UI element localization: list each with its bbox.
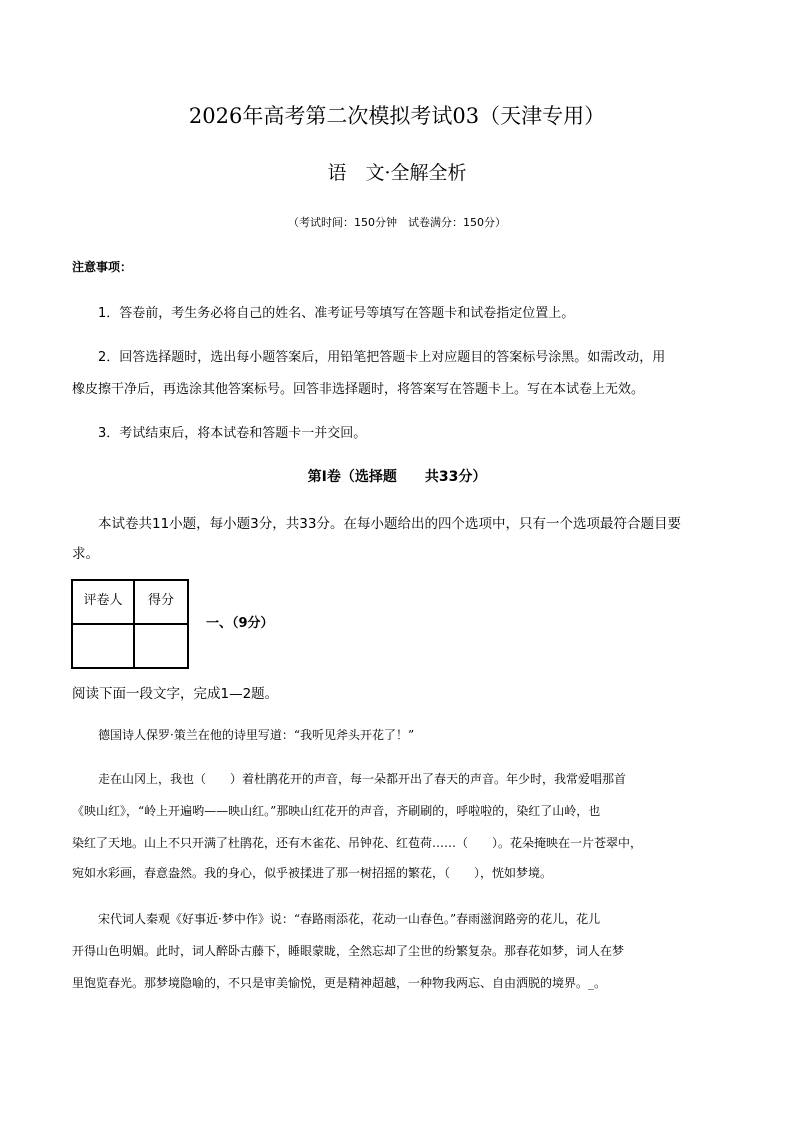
page-title: 2026年高考第二次模拟考试03（天津专用） xyxy=(188,104,606,128)
subject-subtitle: 语 文·全解全析 xyxy=(327,162,467,184)
score-table-cell-score[interactable] xyxy=(134,624,188,668)
passage-line-8: 里饱览春光。那梦境隐喻的，不只是审美愉悦，更是精神超越，一种物我两忘、自由洒脱的境界。_。 xyxy=(72,976,607,990)
section-title: 第Ⅰ卷（选择题 共33分） xyxy=(307,469,487,485)
score-table-header-score: 得分 xyxy=(134,580,188,624)
score-table-header-grader: 评卷人 xyxy=(72,580,134,624)
passage-line-5: 宛如水彩画，春意盎然。我的身心，似乎被揉进了那一树招摇的繁花，（ ），恍如梦境。 xyxy=(72,866,553,880)
notice-heading: 注意事项： xyxy=(72,260,133,274)
passage-line-1: 德国诗人保罗·策兰在他的诗里写道：“我听见斧头开花了！” xyxy=(98,728,415,742)
score-table-cell-grader[interactable] xyxy=(72,624,134,668)
passage-line-3: 《映山红》，“岭上开遍哟——映山红。”那映山红花开的声音，齐刷刷的，呼啦啦的，染红了山岭，也 xyxy=(72,804,601,818)
notice-item-2: 2．回答选择题时，选出每小题答案后，用铅笔把答题卡上对应题目的答案标号涂黑。如需改动，用 xyxy=(98,350,666,365)
notice-item-1: 1．答卷前，考生务必将自己的姓名、准考证号等填写在答题卡和试卷指定位置上。 xyxy=(98,306,575,321)
part-heading: 一、（9分） xyxy=(206,616,274,631)
exam-info: （考试时间：150分钟 试卷满分：150分） xyxy=(288,216,506,229)
section-intro-line-2: 求。 xyxy=(72,546,99,562)
passage-line-4: 染红了天地。山上不只开满了杜鹃花，还有木雀花、吊钟花、红苞荷……（ ）。花朵掩映在一片苍翠中， xyxy=(72,836,643,850)
passage-line-2: 走在山冈上，我也（ ）着杜鹃花开的声音，每一朵都开出了春天的声音。年少时，我常爱唱那首 xyxy=(98,772,627,786)
notice-item-2-cont: 橡皮擦干净后，再选涂其他答案标号。回答非选择题时，将答案写在答题卡上。写在本试卷上无效。 xyxy=(72,382,645,397)
section-intro-line-1: 本试卷共11小题，每小题3分，共33分。在每小题给出的四个选项中，只有一个选项最符合题目要 xyxy=(98,516,681,532)
part-instruction: 阅读下面一段文字，完成1—2题。 xyxy=(72,686,279,702)
passage-line-7: 开得山色明媚。此时，词人醉卧古藤下，睡眼蒙眬，全然忘却了尘世的纷繁复杂。那春花如梦，词人在梦 xyxy=(72,944,625,958)
score-table xyxy=(71,579,189,669)
notice-item-3: 3．考试结束后，将本试卷和答题卡一并交回。 xyxy=(98,426,367,441)
passage-line-6: 宋代词人秦观《好事近·梦中作》说：“春路雨添花，花动一山春色。”春雨滋润路旁的花儿，花儿 xyxy=(98,912,601,926)
